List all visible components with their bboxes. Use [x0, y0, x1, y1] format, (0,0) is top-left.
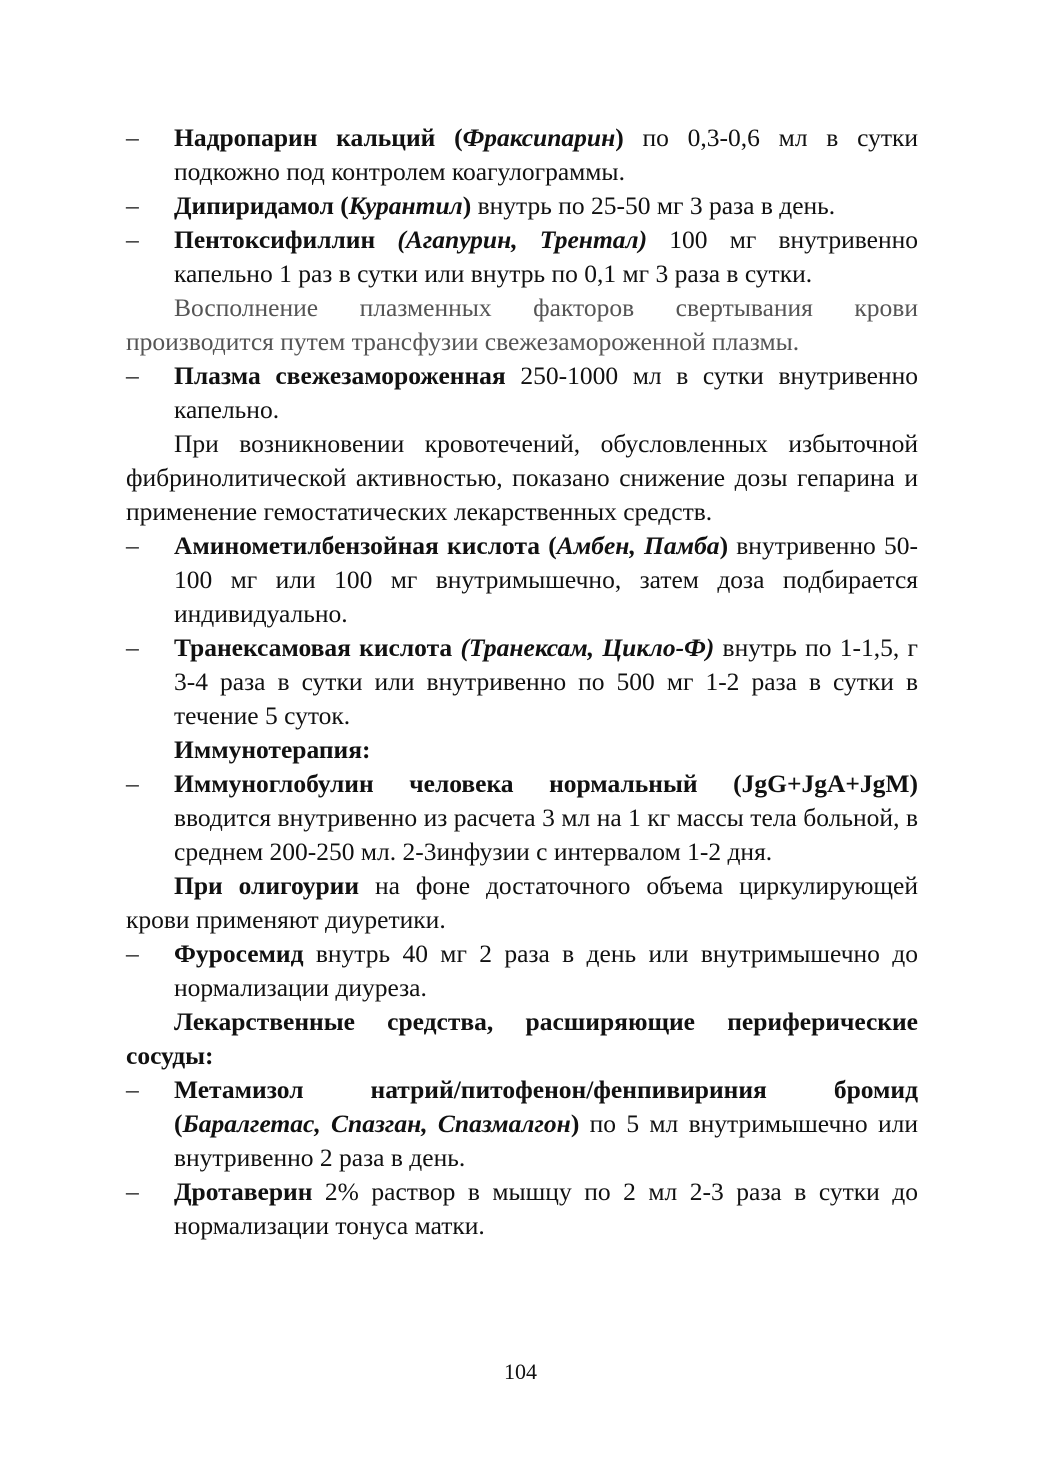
- list-dash: –: [126, 939, 139, 968]
- paren-open: (: [435, 123, 463, 152]
- dosage-text: 100 мг внутривенно капельно 1 раз в сутки или внутрь по 0,1 мг 3 раза в сутки.: [174, 225, 919, 288]
- drug-name-line: [174, 1073, 918, 1107]
- list-dash: –: [126, 361, 139, 390]
- paren-open: (: [333, 191, 349, 220]
- drug-name: Аминометилбензойная кислота: [174, 531, 541, 560]
- paragraph-bleeding: При возникновении кровотечений, обусловленных избыточной фибринолитической активностью, показано снижение дозы гепарина и применение гемостатических лекарственных средств.: [126, 429, 918, 526]
- trade-name: Баралгетас, Спазган, Спазмалгон: [182, 1109, 571, 1138]
- drug-name: Дипиридамол: [174, 191, 334, 220]
- paren-close: ): [719, 531, 729, 560]
- paren-open: (: [174, 1109, 183, 1138]
- list-item-immunoglobulin: [126, 767, 918, 869]
- section-heading-vasodilators: Лекарственные средства, расширяющие периферические сосуды:: [126, 1007, 918, 1070]
- list-dash: –: [126, 1075, 139, 1104]
- dosage-text: внутрь по 1-1,5, г 3-4 раза в сутки или внутривенно по 500 мг 1-2 раза в сутки в течение 5 суток.: [174, 633, 918, 730]
- paragraph-text: на фоне достаточного объема циркулирующей крови применяют диуретики.: [126, 871, 918, 934]
- list-dash: –: [126, 769, 139, 798]
- trade-name: Фраксипарин: [462, 123, 616, 152]
- dosage-text: вводится внутривенно из расчета 3 мл на 1 кг массы тела больной, в среднем 200-250 мл. 2-3инфузии с интервалом 1-2 дня.: [174, 803, 918, 866]
- list-item-dipyridamole: [126, 189, 918, 223]
- list-item-tranexamic: [126, 631, 918, 733]
- dosage-text: 250-1000 мл в сутки внутривенно капельно.: [174, 361, 918, 424]
- section-heading-immunotherapy: Иммунотерапия:: [174, 735, 371, 764]
- dosage-text: внутрь 40 мг 2 раза в день или внутримышечно до нормализации диуреза.: [174, 939, 918, 1002]
- paragraph-oliguria: [126, 869, 918, 937]
- list-dash: –: [126, 123, 139, 152]
- list-item-plasma: [126, 359, 918, 427]
- lead-phrase: При олигоурии: [174, 871, 360, 900]
- dosage-text: 2% раствор в мышцу по 2 мл 2-3 раза в сутки до нормализации тонуса матки.: [174, 1177, 918, 1240]
- drug-name: Плазма свежезамороженная: [174, 361, 506, 390]
- drug-name: Транексамовая кислота: [174, 633, 453, 662]
- trade-name: Амбен, Памба: [556, 531, 720, 560]
- drug-name: Дротаверин: [174, 1177, 313, 1206]
- list-dash: –: [126, 633, 139, 662]
- dosage-text: внутрь по 25-50 мг 3 раза в день.: [471, 191, 836, 220]
- paragraph-plasma-factors: Восполнение плазменных факторов свертывания крови производится путем трансфузии свежезамороженной плазмы.: [126, 293, 918, 356]
- list-item-metamizole: [126, 1073, 918, 1175]
- page-content: [126, 121, 918, 1243]
- list-item-nadroparin: [126, 121, 918, 189]
- dosage-text: по 0,3-0,6 мл в сутки подкожно под контролем коагулограммы.: [174, 123, 919, 186]
- list-dash: –: [126, 1177, 139, 1206]
- drug-name: Метамизол натрий/питофенон/фенпивириния бромид: [174, 1075, 918, 1104]
- paren-close: ): [570, 1109, 580, 1138]
- list-dash: –: [126, 531, 139, 560]
- dosage-text: по 5 мл внутримышечно или внутривенно 2 раза в день.: [174, 1109, 919, 1172]
- list-item-aminomethylbenzoic: [126, 529, 918, 631]
- dosage-text: внутривенно 50-100 мг или 100 мг внутримышечно, затем доза подбирается индивидуально.: [174, 531, 918, 628]
- drug-name: Надропарин кальций: [174, 123, 436, 152]
- list-dash: –: [126, 225, 139, 254]
- paren-open: (: [540, 531, 557, 560]
- trade-name: Курантил: [348, 191, 463, 220]
- drug-name: Пентоксифиллин: [174, 225, 376, 254]
- paren-close: ): [462, 191, 472, 220]
- drug-name: Фуросемид: [174, 939, 304, 968]
- list-item-drotaverine: [126, 1175, 918, 1243]
- paren-close: ): [615, 123, 624, 152]
- page-number: 104: [504, 1359, 537, 1384]
- list-item-pentoxifylline: [126, 223, 918, 291]
- list-dash: –: [126, 191, 139, 220]
- trade-name: (Транексам, Цикло-Ф): [452, 633, 715, 662]
- drug-name: Иммуноглобулин человека нормальный (JgG+JgA+JgM): [174, 769, 918, 798]
- trade-name: (Агапурин, Трентал): [375, 225, 648, 254]
- list-item-furosemide: [126, 937, 918, 1005]
